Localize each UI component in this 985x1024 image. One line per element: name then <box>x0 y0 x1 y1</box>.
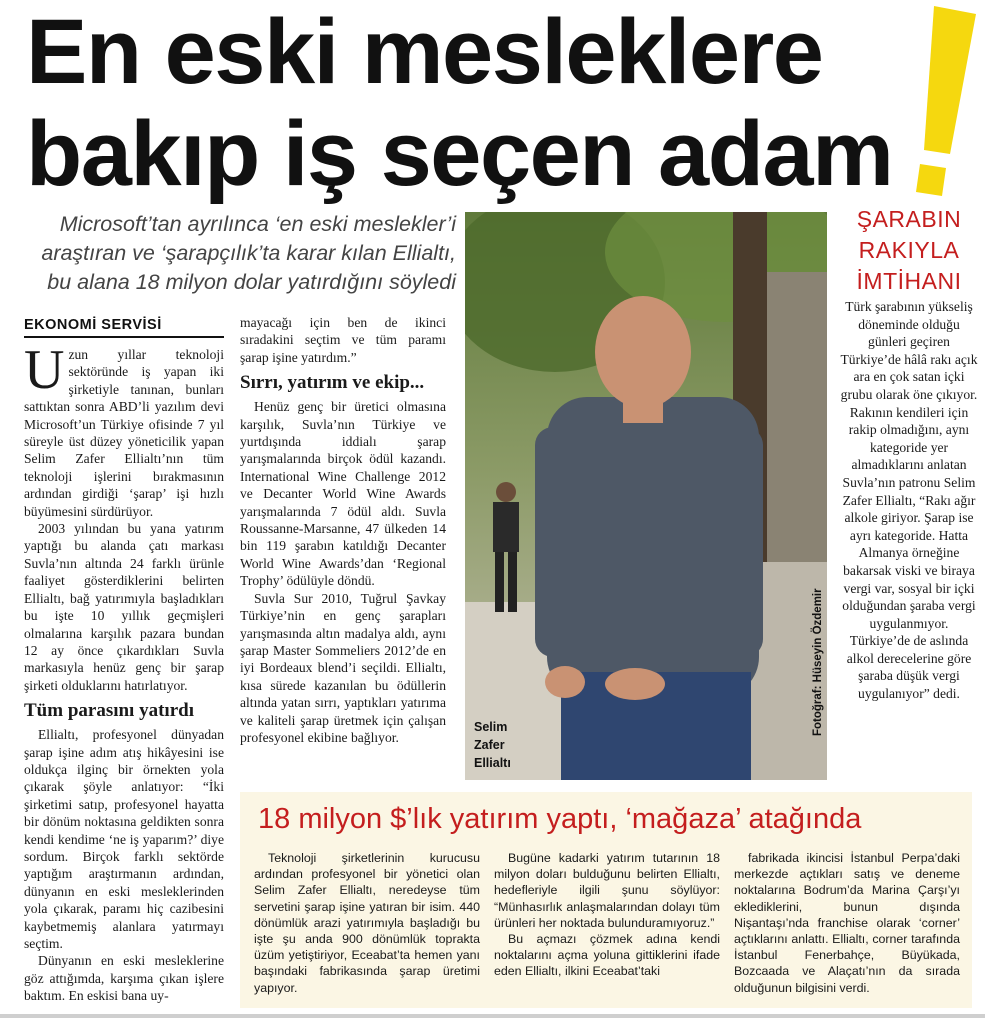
paragraph: Bugüne kadarki yatırım tutarının 18 milyon doları bulduğunu belirten Ellialtı, hedefleriyle ilgili şunu söylüyor: “Münhasırlık anlaşmalarından dolayı tüm ürünleri her noktada bulunduramıyoruz.” <box>494 851 720 930</box>
photo-caption <box>474 718 511 772</box>
deck-line: bu alana 18 milyon dolar yatırdığını söyledi <box>47 270 456 294</box>
headline-line-2: bakıp iş seçen adam <box>26 103 893 205</box>
paragraph: Dünyanın en eski mesleklerine göz attığımda, karşıma çıkan işlere baktım. En eskisi bana uy- <box>24 953 224 1004</box>
subheading: Tüm parasını yatırdı <box>24 700 194 722</box>
deck-subheadline <box>24 210 456 297</box>
sidebar-title-line: RAKIYLA <box>858 237 960 263</box>
drop-cap: U <box>24 339 65 401</box>
sidebar-title-line: ŞARABIN <box>856 206 962 232</box>
paragraph <box>24 339 224 520</box>
paragraph: mayacağı için ben de ikinci sıradakini seçtim ve tüm paramı şarap işine yatırdım.” <box>240 315 446 365</box>
article-column-2 <box>240 314 446 746</box>
paragraph: Bu açmazı çözmek adına kendi noktalarını açma yoluna gittiklerini ifade eden Ellialtı, ilkini Eceabat’taki <box>494 932 720 979</box>
caption-line: Ellialtı <box>474 756 511 770</box>
box-column-3 <box>734 850 960 996</box>
bottom-box <box>240 792 972 1008</box>
exclamation-accent-icon <box>906 4 978 200</box>
paragraph-text: zun yıllar teknoloji sektöründe iş yapan iki şirketiyle tanınan, bunları sattıktan sonra ABD’li yazılım devi Microsoft’un Türkiye ofisinde 7 yıl süreyle üst düzey yöneticilik yapan Selim Zafer Ellialtı’nın tüm teknoloji işlerini bırakmasının ardından girdiği ‘şarap’ işi hızlı büyümesini sürdürüyor. <box>24 347 224 519</box>
paragraph: Suvla Sur 2010, Tuğrul Şavkay Türkiye’nin en genç şarapları yarışmasında altın madalya aldı, aynı şarap Master Sommeliers 2012’de en iyi Bordeaux blend’i seçildi. Ellialtı, kısa sürede kazanılan bu ödüllerin altında yatan sırrı, yaptıkları yatırıma ve kaliteli şarap üretmek için çalışan profesyonel ekibine bağlıyor. <box>240 590 446 745</box>
headline-line-1: En eski mesleklere <box>26 1 823 103</box>
sidebar-title-line: İMTİHANI <box>856 268 962 294</box>
paragraph: fabrikada ikincisi İstanbul Perpa’daki merkezde açtıkları satış ve deneme noktalarına Bodrum’da Marina Çarşı’yı eklediklerini, bunun dışında Nişantaşı’nda franchise olarak ‘corner’ açtıklarını anlattı. Ellialtı, corner tarafında İstanbul Fenerbahçe, Büyükada, Bozcaada ve Alaçatı’nın da sırada olduğunun bilgisini verdi. <box>734 851 960 995</box>
paragraph: Ellialtı, profesyonel dünyadan şarap işine adım atış hikâyesini ise oldukça ilginç bir örnekten yola çıkarak şöyle anlatıyor: “İki şirketimi satıp, profesyonel hayatta bir dönüm noktasına geldikten sonra kendi kendime ‘ne iş yaparım?’ diye sordum. Birçok farklı sektörde yaptığım araştırmanın ardından, dünyanın en eski mesleklerinden yola çıkarak, paramı hiç cazibesini kaybetmemiş alanlara yatırmayı seçtim. <box>24 727 224 951</box>
portrait-photo <box>465 212 827 780</box>
paragraph: 2003 yılından bu yana yatırım yaptığı bu alanda çatı markası Suvla’nın altında 24 farklı ürünle faaliyet gösterdiklerini belirten Ellialtı, bağ yatırımıyla başladıkları bu işte 10 yıllık geçmişleri olmalarına karşılık pazara bundan 12 ay önce çıkardıkları Suvla markasıyla henüz genç bir şarap şirketi olduklarını hatırlatıyor. <box>24 521 224 693</box>
sidebar-title <box>838 204 980 297</box>
box-column-2 <box>494 850 720 980</box>
paragraph: Henüz genç bir üretici olmasına karşılık, Suvla’nın Türkiye ve yurtdışında iddialı şarap yarışmalarında birçok ödül kazandı. International Wine Challenge 2012 ve Decanter World Wine Awards yarışmalarında 7 ödül aldı. Suvla Roussanne-Marsanne, 47 ülkeden 14 bin 119 şarabın katıldığı Decanter World Wine Awards’dan ‘Regional Trophy’ ödülüyle döndü. <box>240 399 446 589</box>
caption-line: Zafer <box>474 738 505 752</box>
sidebar-body: Türk şarabının yükseliş döneminde olduğu günleri geçiren Türkiye’de hâlâ rakı açık ara en çok satan içki grubu olarak öne çıkıyor. Rakının kendileri için rakip olmadığını, aynı kategoride yer almadıklarını anlatan Suvla’nın patronu Selim Zafer Ellialtı, “Rakı ağır alkole giriyor. Şarap ise ayrı kategoride. Hatta Almanya örneğine bakarsak viski ve biraya vergi var, sosyal bir içki olduğundan şaraba vergi uygulanmıyor. Türkiye’de de aslında alkol derecelerine göre şaraba düşük vergi uygulanıyor” dedi. <box>840 299 978 702</box>
deck-line: Microsoft’tan ayrılınca ‘en eski meslekler’i <box>59 212 456 236</box>
deck-line: araştıran ve ‘şarapçılık’ta karar kılan Ellialtı, <box>41 241 456 265</box>
byline: EKONOMİ SERVİSİ <box>24 317 224 338</box>
paragraph: Teknoloji şirketlerinin kurucusu ardından profesyonel bir yönetici olan Selim Zafer Ellialtı, neredeyse tüm servetini şarap işine yatıran bir isim. 440 dönümlük arazi yatırımıyla başladığı bu işte şu anda 900 dönümlük toprakta üzüm yetiştiriyor, Eceabat’ta hemen yanı başındaki fabrikasında şarap üretimi yapıyor. <box>254 851 480 995</box>
bottom-divider <box>0 1014 985 1018</box>
box-title: 18 milyon $’lık yatırım yaptı, ‘mağaza’ atağında <box>258 803 862 835</box>
photo-credit: Fotoğraf: Hüseyin Özdemir <box>812 588 824 736</box>
subheading: Sırrı, yatırım ve ekip... <box>240 372 425 394</box>
box-column-1 <box>254 850 480 996</box>
caption-line: Selim <box>474 720 508 734</box>
article-column-1 <box>24 339 224 1005</box>
